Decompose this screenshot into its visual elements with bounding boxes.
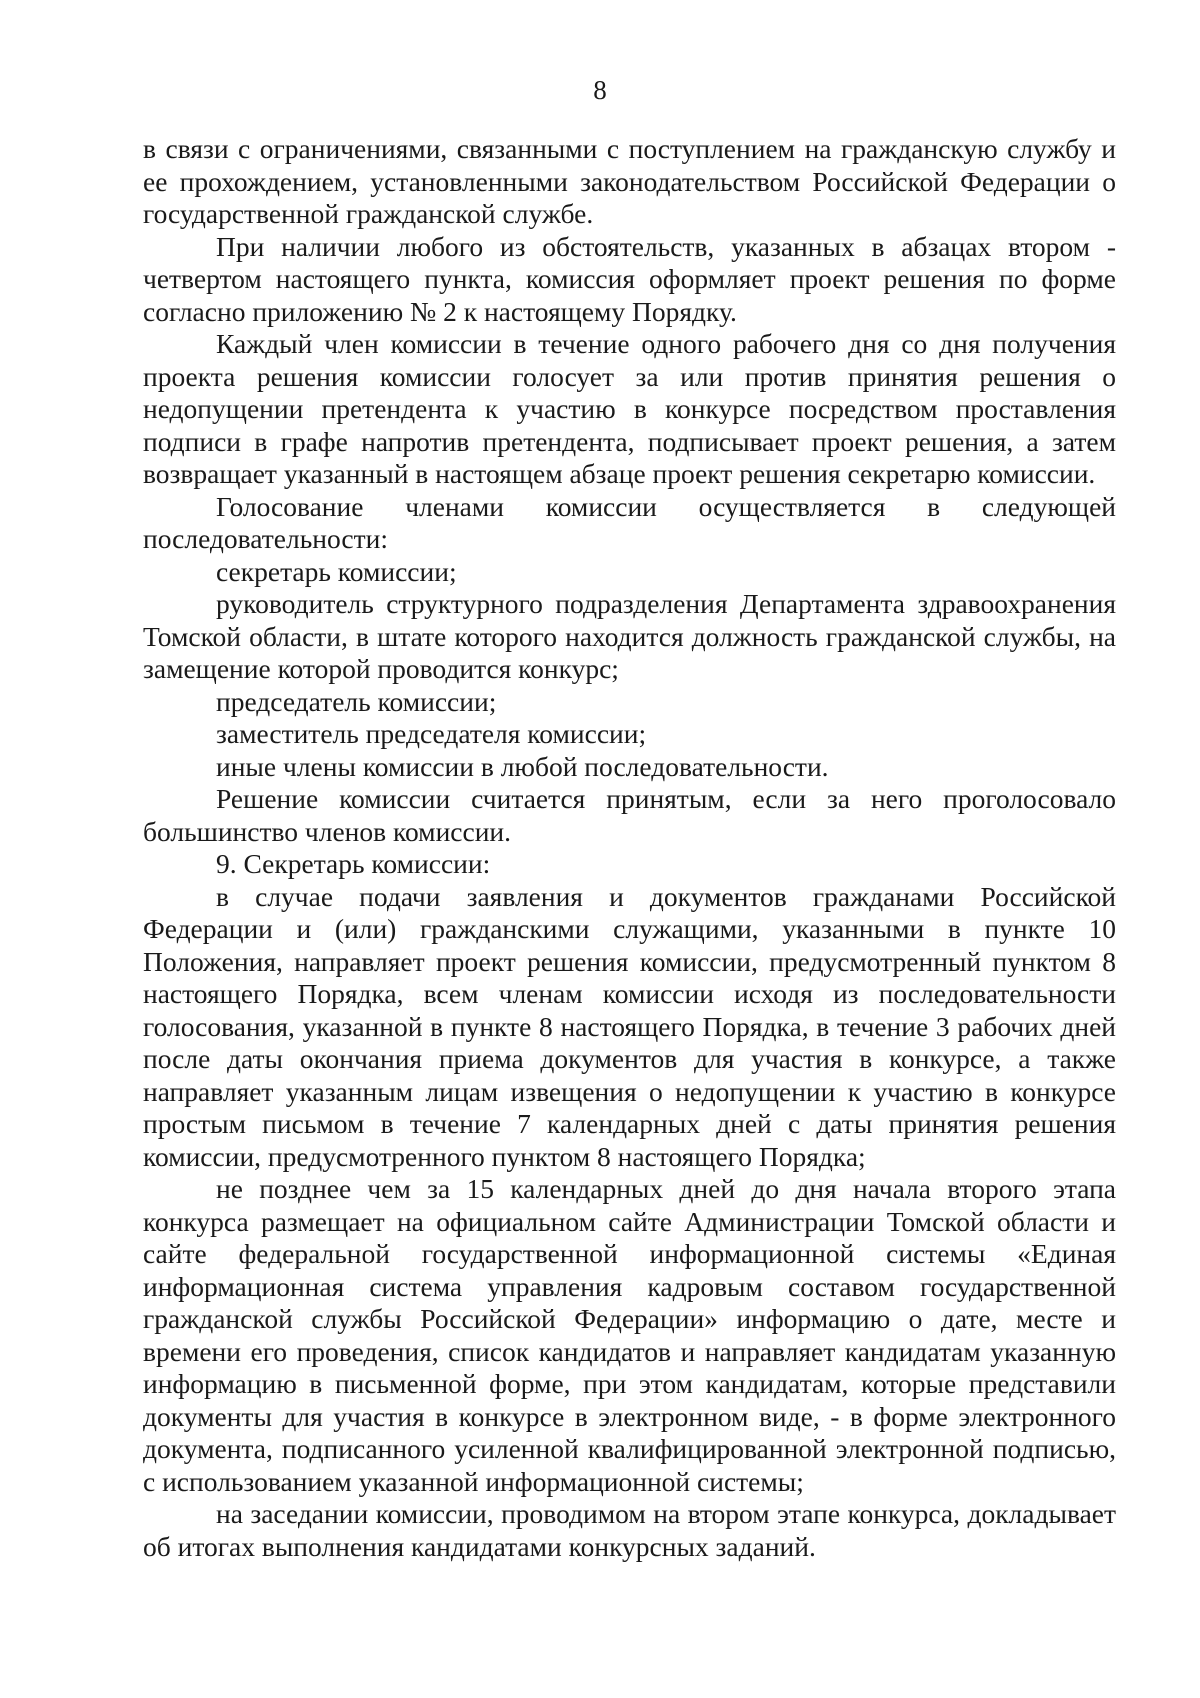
list-item-deputy-chairman: заместитель председателя комиссии; <box>216 718 647 749</box>
paragraph-secretary-duty-2: не позднее чем за 15 календарных дней до дня начала второго этапа конкурса размещает на официальном сайте Администрации Томской области и сайте федеральной государственной информационной системы «Единая информационная система управления кадровым составом государственной гражданской службы Российской Федерации» информацию о дате, месте и времени его проведения, список кандидатов и направляет кандидатам указанную информацию в письменной форме, при этом кандидатам, которые представили документы для участия в конкурсе в электронном виде, - в форме электронного документа, подписанного усиленной квалифицированной электронной подписью, с использованием указанной информационной системы; <box>143 1173 1116 1497</box>
list-item-other-members: иные члены комиссии в любой последовательности. <box>216 750 829 782</box>
paragraph-circumstances: При наличии любого из обстоятельств, указанных в абзацах втором - четвертом настоящего пункта, комиссия оформляет проект решения по форме согласно приложению № 2 к настоящему Порядку. <box>143 230 1116 327</box>
list-item-chairman: председатель комиссии; <box>216 685 497 717</box>
paragraph-continuation: в связи с ограничениями, связанными с поступлением на гражданскую службу и ее прохождением, установленными законодательством Российской Федерации о государственной гражданской службе. <box>143 133 1116 229</box>
page-number: 8 <box>593 75 607 105</box>
list-item-department-head: руководитель структурного подразделения Департамента здравоохранения Томской области, в штате которого находится должность гражданской службы, на замещение которой проводится конкурс; <box>143 588 1116 684</box>
paragraph-secretary-duty-1: в случае подачи заявления и документов гражданами Российской Федерации и (или) гражданскими служащими, указанными в пункте 10 Положения, направляет проект решения комиссии, предусмотренный пунктом 8 настоящего Порядка, всем членам комиссии исходя из последовательности голосования, указанной в пункте 8 настоящего Порядка, в течение 3 рабочих дней после даты окончания приема документов для участия в конкурсе, а также направляет указанным лицам извещения о недопущении к участию в конкурсе простым письмом в течение 7 календарных дней с даты принятия решения комиссии, предусмотренного пунктом 8 настоящего Порядка; <box>143 880 1116 1172</box>
paragraph-member-vote: Каждый член комиссии в течение одного рабочего дня со дня получения проекта решения комиссии голосует за или против принятия решения о недопущении претендента к участию в конкурсе посредством проставления подписи в графе напротив претендента, подписывает проект решения, а затем возвращает указанный в настоящем абзаце проект решения секретарю комиссии. <box>143 328 1116 489</box>
paragraph-secretary-duty-3: на заседании комиссии, проводимом на втором этапе конкурса, докладывает об итогах выполнения кандидатами конкурсных заданий. <box>143 1498 1116 1562</box>
paragraph-decision-rule: Решение комиссии считается принятым, если за него проголосовало большинство членов комиссии. <box>143 783 1116 847</box>
section-heading-9: 9. Секретарь комиссии: <box>216 848 491 879</box>
paragraph-voting-order-intro: Голосование членами комиссии осуществляется в следующей последовательности: <box>143 490 1116 554</box>
list-item-secretary: секретарь комиссии; <box>216 555 457 587</box>
document-body <box>143 133 1116 1563</box>
